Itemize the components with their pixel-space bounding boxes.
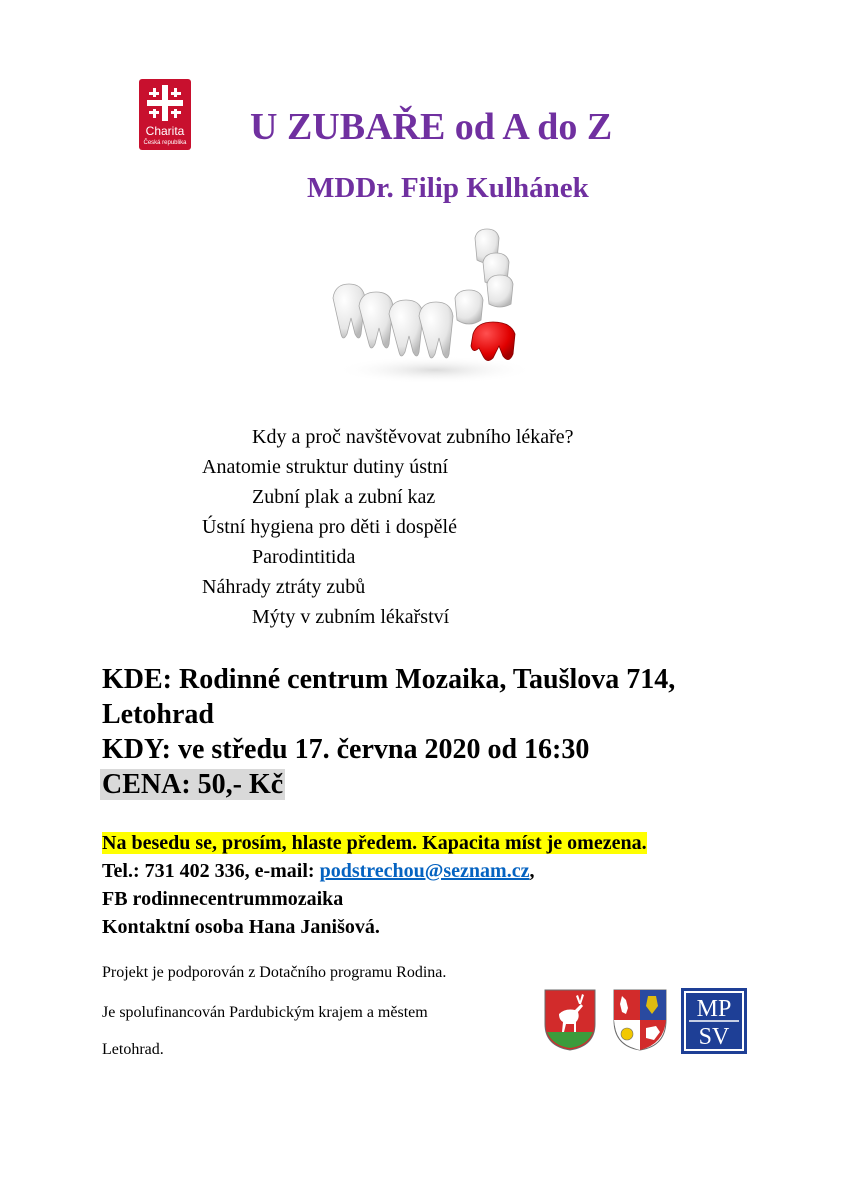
charita-logo-subtitle: Česká republika [143, 140, 187, 146]
event-price: CENA: 50,- Kč [102, 769, 284, 800]
event-location-city: Letohrad [102, 699, 214, 730]
footer-funding-line2: Je spolufinancován Pardubickým krajem a městem [102, 1004, 428, 1021]
phone-text: Tel.: 731 402 336, e-mail: [102, 860, 320, 882]
mpsv-logo [681, 988, 747, 1054]
facebook-text: FB rodinnecentrummozaika [102, 888, 344, 910]
topic-item: Parodintitida [252, 546, 356, 568]
page-title: U ZUBAŘE od A do Z [250, 106, 613, 148]
topic-item: Anatomie struktur dutiny ústní [202, 456, 449, 478]
event-date-time: KDY: ve středu 17. června 2020 od 16:30 [102, 734, 590, 765]
event-price-line [100, 767, 285, 802]
footer-funding-line1: Projekt je podporován z Dotačního programu Rodina. [102, 964, 447, 981]
charita-cross-icon [147, 83, 183, 123]
registration-notice: Na besedu se, prosím, hlaste předem. Kapacita míst je omezena. [102, 832, 647, 854]
footer-funding-line3: Letohrad. [102, 1041, 164, 1058]
email-suffix: , [529, 860, 535, 882]
contact-person: Kontaktní osoba Hana Janišová. [102, 916, 380, 938]
event-location: KDE: Rodinné centrum Mozaika, Taušlova 714, [102, 664, 676, 695]
topic-item: Zubní plak a zubní kaz [252, 486, 436, 508]
pardubice-region-emblem-icon [612, 988, 668, 1052]
email-link[interactable]: podstrechou@seznam.cz [319, 860, 530, 882]
letohrad-emblem-icon [543, 988, 597, 1052]
charita-logo-name: Charita [145, 124, 185, 138]
charita-logo [139, 79, 191, 150]
mpsv-text-bottom: SV [698, 1024, 730, 1050]
mpsv-text-top: MP [696, 996, 732, 1022]
topic-item: Ústní hygiena pro děti i dospělé [202, 516, 457, 538]
registration-notice-line [102, 829, 647, 857]
topic-item: Kdy a proč navštěvovat zubního lékaře? [252, 426, 574, 448]
teeth-illustration [325, 228, 555, 388]
contact-line [102, 857, 534, 885]
topic-item: Mýty v zubním lékařství [252, 606, 450, 628]
speaker-name: MDDr. Filip Kulhánek [307, 172, 589, 204]
topic-item: Náhrady ztráty zubů [202, 576, 366, 598]
